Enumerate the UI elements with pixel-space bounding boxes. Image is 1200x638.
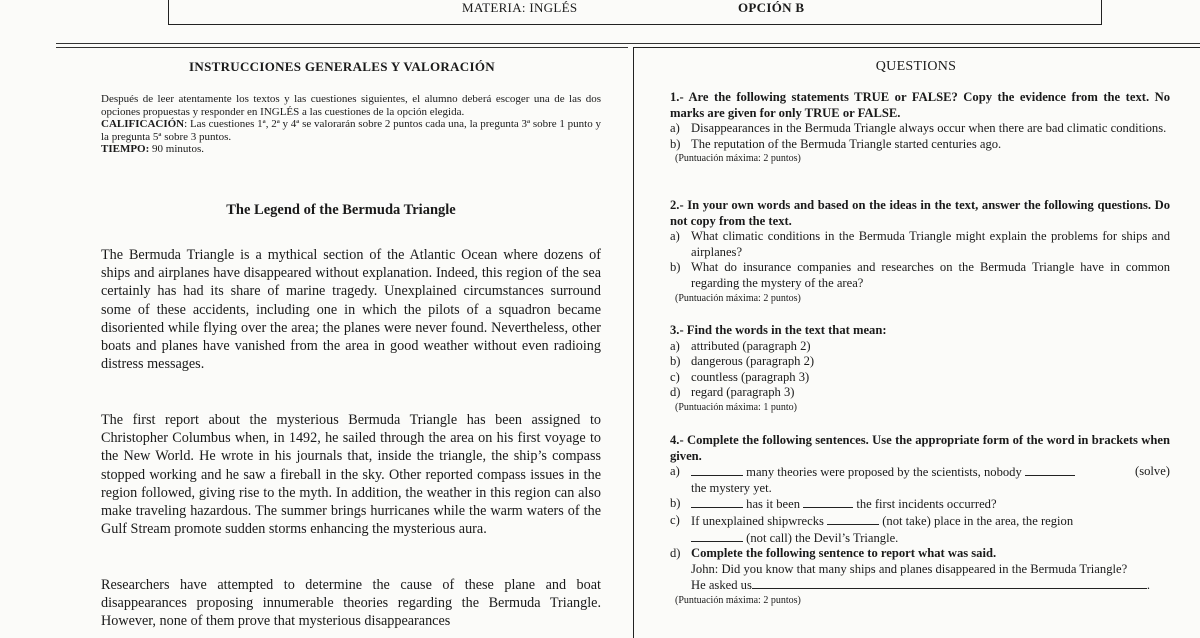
blank-field (691, 530, 743, 542)
grading-line (101, 118, 601, 143)
time-text: 90 minutos. (149, 143, 204, 156)
time-label: TIEMPO: (101, 143, 150, 156)
blank-field (1025, 464, 1075, 476)
option-label: OPCIÓN B (738, 0, 805, 15)
question-2-head: 2.- In your own words and based on the ideas in the text, answer the following questions. Do not copy from the text. (670, 198, 1170, 228)
question-4-c: c) If unexplained shipwrecks (not take) place in the area, the region (not call) the Devil’s Triangle. (670, 512, 1074, 545)
blank-field (803, 496, 853, 508)
question-3-d: d) regard (paragraph 3) (670, 385, 795, 400)
story-title: The Legend of the Bermuda Triangle (226, 202, 456, 218)
question-1-b: b) The reputation of the Bermuda Triangle started centuries ago. (670, 136, 1002, 151)
question-4-head: 4.- Complete the following sentences. Use the appropriate form of the word in brackets when given. (670, 433, 1170, 463)
story-paragraph-3: Researchers have attempted to determine the cause of these plane and boat disappearances proposing innumerable theories regarding the Bermuda Triangle. However, none of them prove that mysterious disappearances (101, 577, 601, 630)
blank-field (691, 464, 743, 476)
subject-label: MATERIA: INGLÉS (462, 0, 578, 15)
question-4-score: (Puntuación máxima: 2 puntos) (675, 594, 801, 606)
question-4-b: b) has it been the first incidents occurred? (670, 496, 997, 512)
question-1-head: 1.- Are the following statements TRUE or FALSE? Copy the evidence from the text. No marks are given for only TRUE or FALSE. (670, 90, 1170, 120)
question-3 (670, 323, 1170, 414)
story-paragraph-1: The Bermuda Triangle is a mythical section of the Atlantic Ocean where dozens of ships and airplanes have disappeared without explanation. Indeed, this region of the sea certainly has had its share of marine tragedy. Unexplained circumstances surround some of these accidents, including one in which the pilots of a squadron became disoriented while flying over the area; the planes were never found. Nevertheless, other boats and planes have vanished from the area in good weather without even radioing distress messages. (101, 247, 601, 373)
question-3-b: b) dangerous (paragraph 2) (670, 354, 815, 369)
time-line (101, 143, 601, 156)
instructions-block (101, 93, 601, 156)
question-2 (670, 198, 1170, 305)
question-3-c: c) countless (paragraph 3) (670, 369, 810, 384)
question-4 (670, 433, 1170, 607)
question-2-score: (Puntuación máxima: 2 puntos) (675, 292, 801, 304)
question-3-score: (Puntuación máxima: 1 punto) (675, 401, 797, 413)
question-3-head: 3.- Find the words in the text that mean: (670, 323, 887, 337)
instructions-title: INSTRUCCIONES GENERALES Y VALORACIÓN (189, 59, 495, 74)
header-box (168, 0, 1102, 25)
grading-text: : Las cuestiones 1ª, 2ª y 4ª se valorarán sobre 2 puntos cada una, la pregunta 3ª sobre 1 punto y la pregunta 5ª sobre 3 puntos. (101, 118, 601, 143)
question-3-a: a) attributed (paragraph 2) (670, 338, 811, 353)
grading-label: CALIFICACIÓN (101, 118, 185, 131)
question-1-score: (Puntuación máxima: 2 puntos) (675, 153, 801, 165)
instructions-text: Después de leer atentamente los textos y las cuestiones siguientes, el alumno deberá escoger una de las dos opciones propuestas y responder en INGLÉS a las cuestiones de la opción elegida. (101, 93, 601, 118)
question-4-d: d) Complete the following sentence to report what was said. John: Did you know that many ships and planes disappeared in the Bermuda Triangle? He asked us . (670, 546, 1151, 593)
header-divider (56, 43, 1200, 44)
story-paragraph-2: The first report about the mysterious Bermuda Triangle has been assigned to Christopher Columbus when, in 1492, he sailed through the area on his first voyage to the New World. He wrote in his journals that, inside the triangle, the ship’s compass stopped working and he saw a fireball in the sky. Other reported compass issues in the region followed, giving rise to the myth. In addition, the weather in this region can also make traveling hazardous. The summer brings hurricanes while the warm waters of the Gulf Stream promote sudden storms enhancing the mysterious aura. (101, 412, 601, 538)
question-1 (670, 90, 1170, 165)
question-2-a: a) What climatic conditions in the Bermuda Triangle might explain the problems for ships and airplanes? (670, 229, 1170, 259)
question-1-a: a) Disappearances in the Bermuda Triangle always occur when there are bad climatic conditions. (670, 121, 1167, 136)
blank-field (752, 577, 1147, 589)
question-2-b: b) What do insurance companies and researches on the Bermuda Triangle have in common regarding the mystery of the area? (670, 260, 1170, 290)
questions-title: QUESTIONS (875, 59, 957, 74)
blank-field (827, 513, 879, 525)
question-4-a: a) many theories were proposed by the scientists, nobody (solve) the mystery yet. (670, 464, 1170, 495)
blank-field (691, 496, 743, 508)
